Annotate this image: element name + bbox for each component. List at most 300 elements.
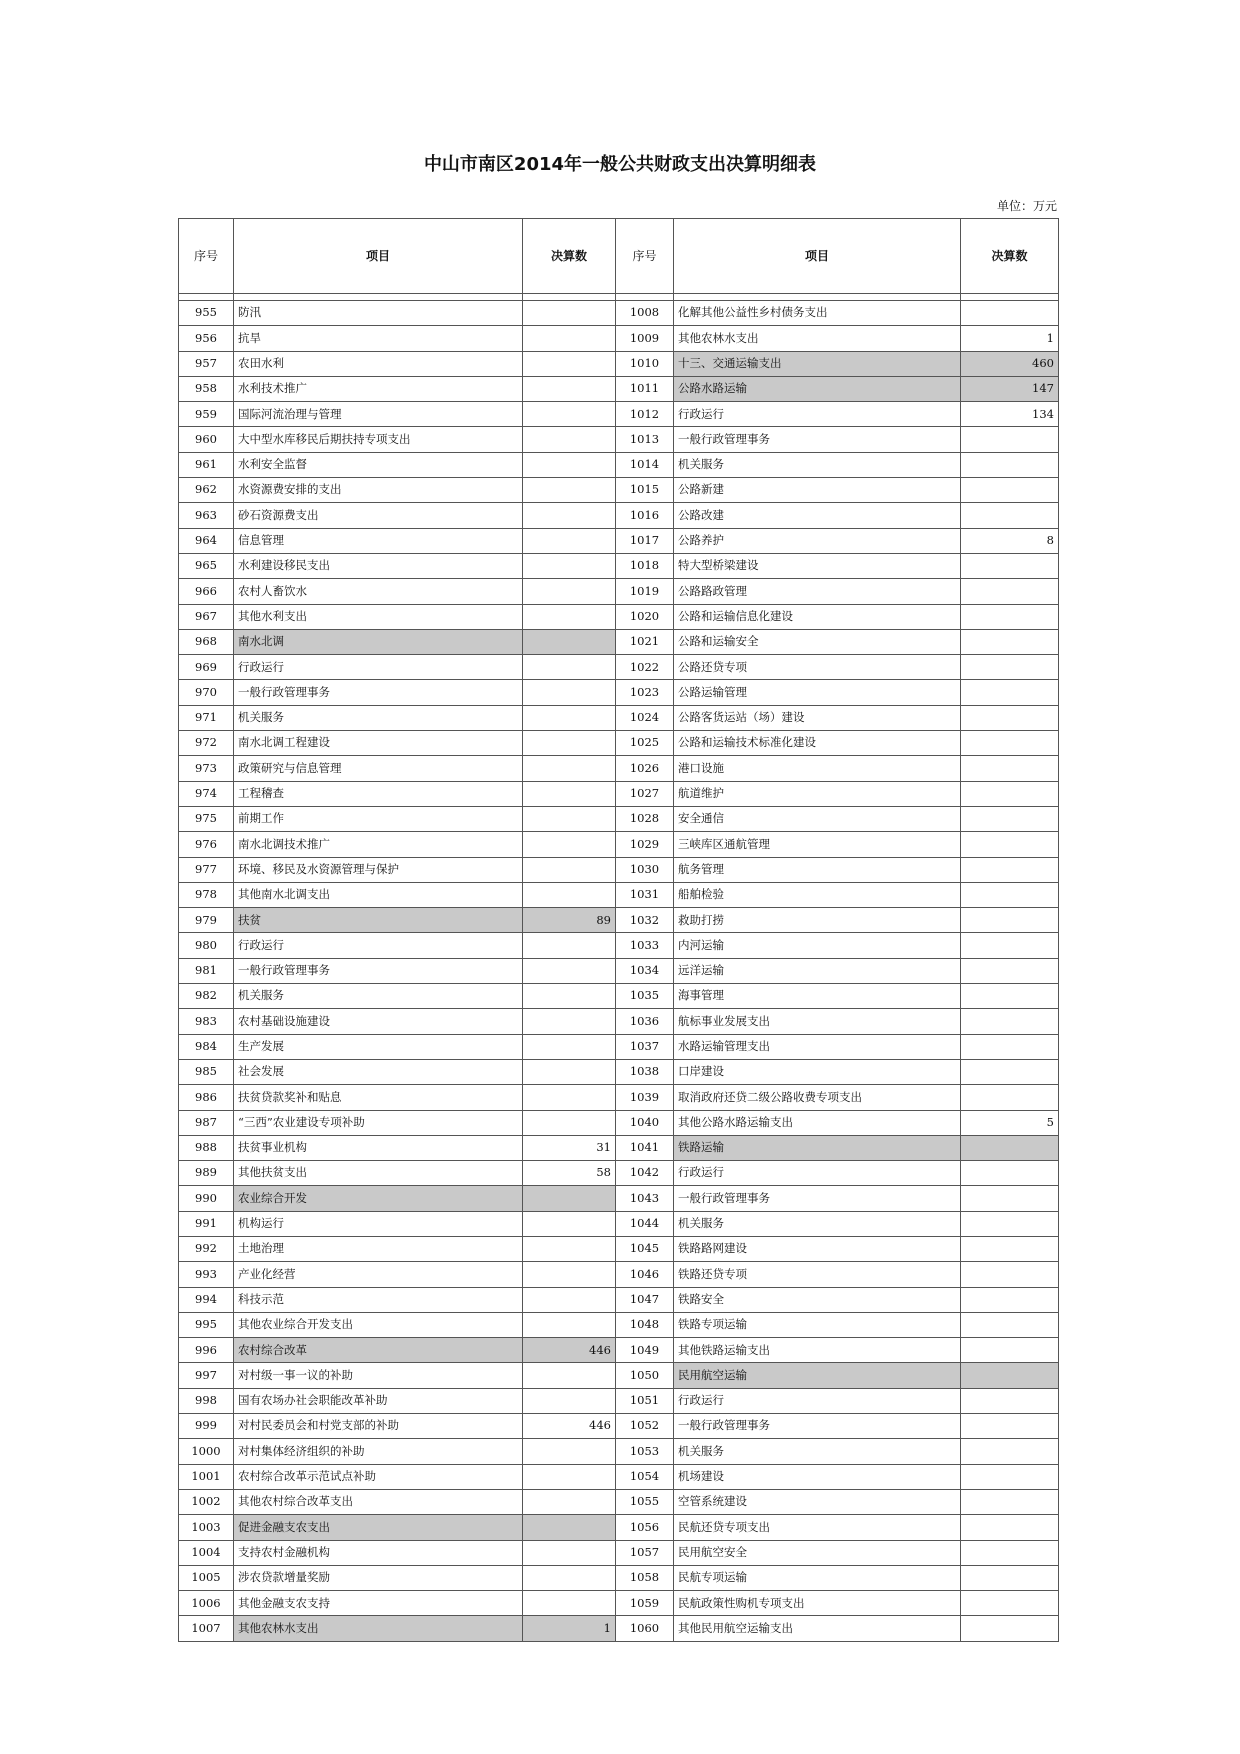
cell-amount-left xyxy=(523,1388,616,1413)
cell-amount-right xyxy=(961,857,1059,882)
table-row xyxy=(179,1135,1059,1160)
unit-label: 单位：万元 xyxy=(996,199,1057,213)
cell-seq-left: 987 xyxy=(179,1110,234,1135)
table-row xyxy=(179,832,1059,857)
cell-item-left: 一般行政管理事务 xyxy=(234,958,523,983)
cell-amount-left xyxy=(523,301,616,326)
cell-amount-left xyxy=(523,933,616,958)
cell-item-right: 行政运行 xyxy=(674,1388,961,1413)
cell-item-right: 其他农林水支出 xyxy=(674,326,961,351)
cell-amount-left xyxy=(523,958,616,983)
cell-seq-right: 1014 xyxy=(616,452,674,477)
table-row xyxy=(179,553,1059,578)
cell-item-right: 水路运输管理支出 xyxy=(674,1034,961,1059)
cell-seq-left: 999 xyxy=(179,1414,234,1439)
cell-item-right: 口岸建设 xyxy=(674,1059,961,1084)
cell-seq-left: 977 xyxy=(179,857,234,882)
cell-seq-right: 1060 xyxy=(616,1616,674,1641)
cell-seq-right: 1039 xyxy=(616,1085,674,1110)
cell-seq-right: 1049 xyxy=(616,1338,674,1363)
cell-amount-right xyxy=(961,756,1059,781)
table-row xyxy=(179,579,1059,604)
cell-amount-left xyxy=(523,1565,616,1590)
cell-item-right: 铁路路网建设 xyxy=(674,1236,961,1261)
cell-amount-right xyxy=(961,1338,1059,1363)
cell-amount-left xyxy=(523,1059,616,1084)
cell-item-left: 对村集体经济组织的补助 xyxy=(234,1439,523,1464)
cell-amount-right: 5 xyxy=(961,1110,1059,1135)
cell-seq-left: 965 xyxy=(179,553,234,578)
cell-amount-right xyxy=(961,1085,1059,1110)
cell-amount-left xyxy=(523,376,616,401)
cell-seq-right: 1057 xyxy=(616,1540,674,1565)
cell-amount-left xyxy=(523,1211,616,1236)
table-row xyxy=(179,503,1059,528)
cell-item-right: 民航还贷专项支出 xyxy=(674,1515,961,1540)
table-row xyxy=(179,1211,1059,1236)
cell-item-left: 南水北调技术推广 xyxy=(234,832,523,857)
cell-amount-left xyxy=(523,427,616,452)
cell-amount-right: 147 xyxy=(961,376,1059,401)
cell-seq-right: 1035 xyxy=(616,984,674,1009)
cell-item-left: 大中型水库移民后期扶持专项支出 xyxy=(234,427,523,452)
cell-seq-right: 1018 xyxy=(616,553,674,578)
cell-item-right: 远洋运输 xyxy=(674,958,961,983)
header-item-left: 项目 xyxy=(234,219,523,294)
cell-item-right: 化解其他公益性乡村债务支出 xyxy=(674,301,961,326)
cell-seq-left: 967 xyxy=(179,604,234,629)
cell-item-left: 农村基础设施建设 xyxy=(234,1009,523,1034)
cell-amount-right xyxy=(961,301,1059,326)
cell-seq-right: 1055 xyxy=(616,1489,674,1514)
cell-amount-right xyxy=(961,1186,1059,1211)
cell-item-left: 机关服务 xyxy=(234,984,523,1009)
cell-item-right: 民用航空运输 xyxy=(674,1363,961,1388)
cell-seq-left: 995 xyxy=(179,1312,234,1337)
cell-seq-left: 991 xyxy=(179,1211,234,1236)
cell-item-right: 机关服务 xyxy=(674,452,961,477)
cell-amount-right: 8 xyxy=(961,528,1059,553)
cell-amount-right: 1 xyxy=(961,326,1059,351)
cell-item-left: 农村综合改革示范试点补助 xyxy=(234,1464,523,1489)
cell-item-right: 内河运输 xyxy=(674,933,961,958)
cell-amount-left xyxy=(523,857,616,882)
table-row xyxy=(179,1565,1059,1590)
cell-seq-right: 1020 xyxy=(616,604,674,629)
cell-amount-left xyxy=(523,1009,616,1034)
cell-item-left: 社会发展 xyxy=(234,1059,523,1084)
cell-amount-right xyxy=(961,655,1059,680)
cell-item-left: 砂石资源费支出 xyxy=(234,503,523,528)
cell-amount-left xyxy=(523,1464,616,1489)
cell-seq-left: 956 xyxy=(179,326,234,351)
cell-seq-left: 1001 xyxy=(179,1464,234,1489)
cell-item-left: 其他南水北调支出 xyxy=(234,882,523,907)
cell-amount-left: 58 xyxy=(523,1161,616,1186)
cell-item-left: 机构运行 xyxy=(234,1211,523,1236)
cell-seq-right: 1051 xyxy=(616,1388,674,1413)
cell-amount-right xyxy=(961,680,1059,705)
cell-amount-left xyxy=(523,351,616,376)
cell-item-left: 抗旱 xyxy=(234,326,523,351)
cell-seq-right: 1046 xyxy=(616,1262,674,1287)
table-row xyxy=(179,1515,1059,1540)
cell-amount-left xyxy=(523,1287,616,1312)
cell-item-left: 环境、移民及水资源管理与保护 xyxy=(234,857,523,882)
cell-seq-left: 978 xyxy=(179,882,234,907)
cell-amount-left xyxy=(523,832,616,857)
cell-item-right: 其他民用航空运输支出 xyxy=(674,1616,961,1641)
cell-seq-left: 963 xyxy=(179,503,234,528)
table-row xyxy=(179,452,1059,477)
cell-amount-right xyxy=(961,579,1059,604)
cell-item-right: 公路水路运输 xyxy=(674,376,961,401)
cell-amount-right xyxy=(961,1363,1059,1388)
cell-amount-right xyxy=(961,958,1059,983)
cell-item-left: 扶贫贷款奖补和贴息 xyxy=(234,1085,523,1110)
cell-seq-left: 973 xyxy=(179,756,234,781)
cell-item-right: 其他公路水路运输支出 xyxy=(674,1110,961,1135)
cell-item-right: 公路客货运站（场）建设 xyxy=(674,705,961,730)
cell-seq-right: 1032 xyxy=(616,908,674,933)
table-row xyxy=(179,1262,1059,1287)
cell-item-right: 空管系统建设 xyxy=(674,1489,961,1514)
cell-item-right: 民航专项运输 xyxy=(674,1565,961,1590)
cell-amount-left xyxy=(523,604,616,629)
table-row xyxy=(179,933,1059,958)
cell-amount-left xyxy=(523,1186,616,1211)
cell-amount-right xyxy=(961,1540,1059,1565)
cell-amount-left xyxy=(523,452,616,477)
cell-amount-right xyxy=(961,629,1059,654)
table-header-row xyxy=(179,219,1059,294)
cell-item-left: 国际河流治理与管理 xyxy=(234,402,523,427)
cell-amount-left xyxy=(523,1363,616,1388)
cell-amount-left xyxy=(523,1312,616,1337)
table-row xyxy=(179,680,1059,705)
cell-item-left: 生产发展 xyxy=(234,1034,523,1059)
cell-item-left: 促进金融支农支出 xyxy=(234,1515,523,1540)
cell-seq-left: 955 xyxy=(179,301,234,326)
cell-item-left: 行政运行 xyxy=(234,655,523,680)
cell-item-left: 涉农贷款增量奖励 xyxy=(234,1565,523,1590)
cell-seq-left: 1003 xyxy=(179,1515,234,1540)
cell-amount-left xyxy=(523,1439,616,1464)
cell-item-right: 取消政府还贷二级公路收费专项支出 xyxy=(674,1085,961,1110)
cell-seq-left: 964 xyxy=(179,528,234,553)
cell-amount-left xyxy=(523,579,616,604)
cell-item-left: 科技示范 xyxy=(234,1287,523,1312)
cell-item-right: 公路和运输技术标准化建设 xyxy=(674,731,961,756)
cell-amount-left xyxy=(523,1591,616,1616)
cell-seq-right: 1016 xyxy=(616,503,674,528)
cell-seq-left: 985 xyxy=(179,1059,234,1084)
cell-item-right: 铁路运输 xyxy=(674,1135,961,1160)
cell-amount-left xyxy=(523,1515,616,1540)
cell-amount-right xyxy=(961,604,1059,629)
table-row xyxy=(179,1186,1059,1211)
cell-seq-left: 961 xyxy=(179,452,234,477)
cell-seq-left: 993 xyxy=(179,1262,234,1287)
cell-seq-right: 1015 xyxy=(616,478,674,503)
cell-item-left: 其他水利支出 xyxy=(234,604,523,629)
cell-item-left: 工程稽查 xyxy=(234,781,523,806)
cell-seq-left: 979 xyxy=(179,908,234,933)
cell-item-left: 对村级一事一议的补助 xyxy=(234,1363,523,1388)
cell-item-left: 前期工作 xyxy=(234,806,523,831)
cell-item-right: 公路改建 xyxy=(674,503,961,528)
table-row xyxy=(179,1616,1059,1641)
table-row xyxy=(179,1439,1059,1464)
cell-item-right: 公路还贷专项 xyxy=(674,655,961,680)
cell-amount-left xyxy=(523,756,616,781)
cell-item-right: 港口设施 xyxy=(674,756,961,781)
cell-amount-right xyxy=(961,984,1059,1009)
cell-amount-left xyxy=(523,1489,616,1514)
cell-seq-right: 1043 xyxy=(616,1186,674,1211)
cell-item-right: 公路新建 xyxy=(674,478,961,503)
cell-seq-left: 958 xyxy=(179,376,234,401)
cell-item-left: 一般行政管理事务 xyxy=(234,680,523,705)
cell-item-left: 农业综合开发 xyxy=(234,1186,523,1211)
cell-amount-left xyxy=(523,1236,616,1261)
cell-amount-left xyxy=(523,984,616,1009)
cell-amount-left xyxy=(523,882,616,907)
table-row xyxy=(179,402,1059,427)
cell-amount-left xyxy=(523,781,616,806)
table-row xyxy=(179,1591,1059,1616)
cell-seq-left: 983 xyxy=(179,1009,234,1034)
cell-seq-left: 980 xyxy=(179,933,234,958)
table-row xyxy=(179,705,1059,730)
cell-amount-right xyxy=(961,1034,1059,1059)
table-row xyxy=(179,351,1059,376)
header-item-right: 项目 xyxy=(674,219,961,294)
cell-item-left: 防汛 xyxy=(234,301,523,326)
cell-seq-right: 1012 xyxy=(616,402,674,427)
cell-seq-right: 1050 xyxy=(616,1363,674,1388)
cell-amount-right xyxy=(961,1211,1059,1236)
cell-seq-right: 1041 xyxy=(616,1135,674,1160)
cell-item-right: 船舶检验 xyxy=(674,882,961,907)
table-row xyxy=(179,882,1059,907)
cell-amount-right xyxy=(961,503,1059,528)
cell-amount-right xyxy=(961,1135,1059,1160)
cell-item-left: 机关服务 xyxy=(234,705,523,730)
cell-seq-right: 1013 xyxy=(616,427,674,452)
cell-amount-right: 134 xyxy=(961,402,1059,427)
table-row xyxy=(179,604,1059,629)
table-body xyxy=(179,301,1059,1642)
cell-item-right: 公路运输管理 xyxy=(674,680,961,705)
cell-item-right: 公路和运输安全 xyxy=(674,629,961,654)
cell-seq-right: 1017 xyxy=(616,528,674,553)
cell-amount-right xyxy=(961,908,1059,933)
cell-amount-right xyxy=(961,1591,1059,1616)
cell-amount-left xyxy=(523,1085,616,1110)
cell-item-right: 铁路还贷专项 xyxy=(674,1262,961,1287)
cell-seq-left: 959 xyxy=(179,402,234,427)
cell-item-left: 水利技术推广 xyxy=(234,376,523,401)
cell-amount-left xyxy=(523,731,616,756)
cell-seq-right: 1054 xyxy=(616,1464,674,1489)
cell-seq-right: 1019 xyxy=(616,579,674,604)
cell-seq-right: 1052 xyxy=(616,1414,674,1439)
cell-amount-right xyxy=(961,1414,1059,1439)
cell-amount-left: 446 xyxy=(523,1338,616,1363)
cell-seq-left: 992 xyxy=(179,1236,234,1261)
cell-seq-left: 988 xyxy=(179,1135,234,1160)
cell-item-right: 一般行政管理事务 xyxy=(674,427,961,452)
cell-amount-left xyxy=(523,806,616,831)
table-row xyxy=(179,629,1059,654)
cell-item-left: 支持农村金融机构 xyxy=(234,1540,523,1565)
cell-seq-left: 1006 xyxy=(179,1591,234,1616)
table-row xyxy=(179,1236,1059,1261)
cell-seq-left: 975 xyxy=(179,806,234,831)
cell-item-left: 信息管理 xyxy=(234,528,523,553)
cell-seq-right: 1048 xyxy=(616,1312,674,1337)
table-row xyxy=(179,1464,1059,1489)
cell-item-left: 土地治理 xyxy=(234,1236,523,1261)
cell-amount-left xyxy=(523,680,616,705)
cell-seq-left: 970 xyxy=(179,680,234,705)
cell-seq-left: 990 xyxy=(179,1186,234,1211)
table-row xyxy=(179,1414,1059,1439)
cell-item-left: “三西”农业建设专项补助 xyxy=(234,1110,523,1135)
cell-item-right: 行政运行 xyxy=(674,1161,961,1186)
table-row xyxy=(179,984,1059,1009)
cell-seq-right: 1031 xyxy=(616,882,674,907)
cell-item-right: 航标事业发展支出 xyxy=(674,1009,961,1034)
table-row xyxy=(179,1059,1059,1084)
cell-seq-right: 1038 xyxy=(616,1059,674,1084)
table-row xyxy=(179,756,1059,781)
cell-seq-right: 1009 xyxy=(616,326,674,351)
cell-item-right: 海事管理 xyxy=(674,984,961,1009)
table-row xyxy=(179,427,1059,452)
cell-seq-left: 997 xyxy=(179,1363,234,1388)
table-row xyxy=(179,1338,1059,1363)
cell-amount-right xyxy=(961,1312,1059,1337)
cell-amount-left: 31 xyxy=(523,1135,616,1160)
cell-item-left: 水资源费安排的支出 xyxy=(234,478,523,503)
cell-seq-left: 982 xyxy=(179,984,234,1009)
cell-seq-left: 1005 xyxy=(179,1565,234,1590)
cell-item-left: 其他扶贫支出 xyxy=(234,1161,523,1186)
cell-item-right: 民航政策性购机专项支出 xyxy=(674,1591,961,1616)
header-amount-left: 决算数 xyxy=(523,219,616,294)
cell-amount-right xyxy=(961,1236,1059,1261)
table-row xyxy=(179,958,1059,983)
cell-seq-right: 1037 xyxy=(616,1034,674,1059)
cell-seq-left: 976 xyxy=(179,832,234,857)
header-amount-right: 决算数 xyxy=(961,219,1059,294)
cell-item-right: 一般行政管理事务 xyxy=(674,1186,961,1211)
cell-item-left: 水利建设移民支出 xyxy=(234,553,523,578)
cell-amount-right xyxy=(961,452,1059,477)
cell-seq-right: 1045 xyxy=(616,1236,674,1261)
cell-item-right: 十三、交通运输支出 xyxy=(674,351,961,376)
cell-item-left: 其他农业综合开发支出 xyxy=(234,1312,523,1337)
cell-seq-right: 1044 xyxy=(616,1211,674,1236)
table-row xyxy=(179,1363,1059,1388)
cell-item-right: 机关服务 xyxy=(674,1211,961,1236)
table-row xyxy=(179,1034,1059,1059)
table-row xyxy=(179,301,1059,326)
cell-item-left: 农村人畜饮水 xyxy=(234,579,523,604)
table-row xyxy=(179,806,1059,831)
cell-amount-left xyxy=(523,528,616,553)
cell-seq-left: 968 xyxy=(179,629,234,654)
cell-item-right: 航道维护 xyxy=(674,781,961,806)
cell-amount-right xyxy=(961,1262,1059,1287)
cell-seq-right: 1033 xyxy=(616,933,674,958)
cell-amount-left xyxy=(523,1540,616,1565)
cell-amount-right xyxy=(961,1161,1059,1186)
cell-seq-right: 1042 xyxy=(616,1161,674,1186)
cell-seq-right: 1040 xyxy=(616,1110,674,1135)
page-title: 中山市南区2014年一般公共财政支出决算明细表 xyxy=(423,154,817,175)
cell-amount-right xyxy=(961,1565,1059,1590)
cell-seq-left: 1004 xyxy=(179,1540,234,1565)
cell-item-right: 三峡库区通航管理 xyxy=(674,832,961,857)
cell-seq-right: 1023 xyxy=(616,680,674,705)
table-row xyxy=(179,655,1059,680)
cell-seq-right: 1008 xyxy=(616,301,674,326)
cell-item-right: 机关服务 xyxy=(674,1439,961,1464)
table-row xyxy=(179,528,1059,553)
cell-item-left: 政策研究与信息管理 xyxy=(234,756,523,781)
cell-amount-left xyxy=(523,1110,616,1135)
cell-item-left: 国有农场办社会职能改革补助 xyxy=(234,1388,523,1413)
cell-seq-right: 1029 xyxy=(616,832,674,857)
cell-seq-left: 996 xyxy=(179,1338,234,1363)
table-row xyxy=(179,326,1059,351)
cell-amount-right xyxy=(961,882,1059,907)
cell-item-right: 救助打捞 xyxy=(674,908,961,933)
cell-seq-left: 962 xyxy=(179,478,234,503)
cell-seq-right: 1025 xyxy=(616,731,674,756)
cell-amount-left xyxy=(523,629,616,654)
cell-amount-right xyxy=(961,1059,1059,1084)
cell-item-right: 公路路政管理 xyxy=(674,579,961,604)
cell-seq-left: 998 xyxy=(179,1388,234,1413)
cell-amount-right xyxy=(961,731,1059,756)
table-row xyxy=(179,781,1059,806)
cell-amount-left xyxy=(523,326,616,351)
cell-seq-right: 1022 xyxy=(616,655,674,680)
table-row xyxy=(179,857,1059,882)
cell-amount-left xyxy=(523,1034,616,1059)
cell-amount-right xyxy=(961,1515,1059,1540)
cell-seq-right: 1021 xyxy=(616,629,674,654)
table-row xyxy=(179,1489,1059,1514)
cell-amount-right xyxy=(961,806,1059,831)
table-row xyxy=(179,376,1059,401)
cell-seq-left: 960 xyxy=(179,427,234,452)
header-seq-left: 序号 xyxy=(179,219,234,294)
cell-item-right: 机场建设 xyxy=(674,1464,961,1489)
cell-seq-left: 957 xyxy=(179,351,234,376)
cell-item-left: 其他农村综合改革支出 xyxy=(234,1489,523,1514)
cell-amount-right xyxy=(961,1489,1059,1514)
cell-item-left: 行政运行 xyxy=(234,933,523,958)
cell-seq-left: 989 xyxy=(179,1161,234,1186)
cell-item-right: 特大型桥梁建设 xyxy=(674,553,961,578)
cell-amount-right xyxy=(961,478,1059,503)
table-row xyxy=(179,1110,1059,1135)
